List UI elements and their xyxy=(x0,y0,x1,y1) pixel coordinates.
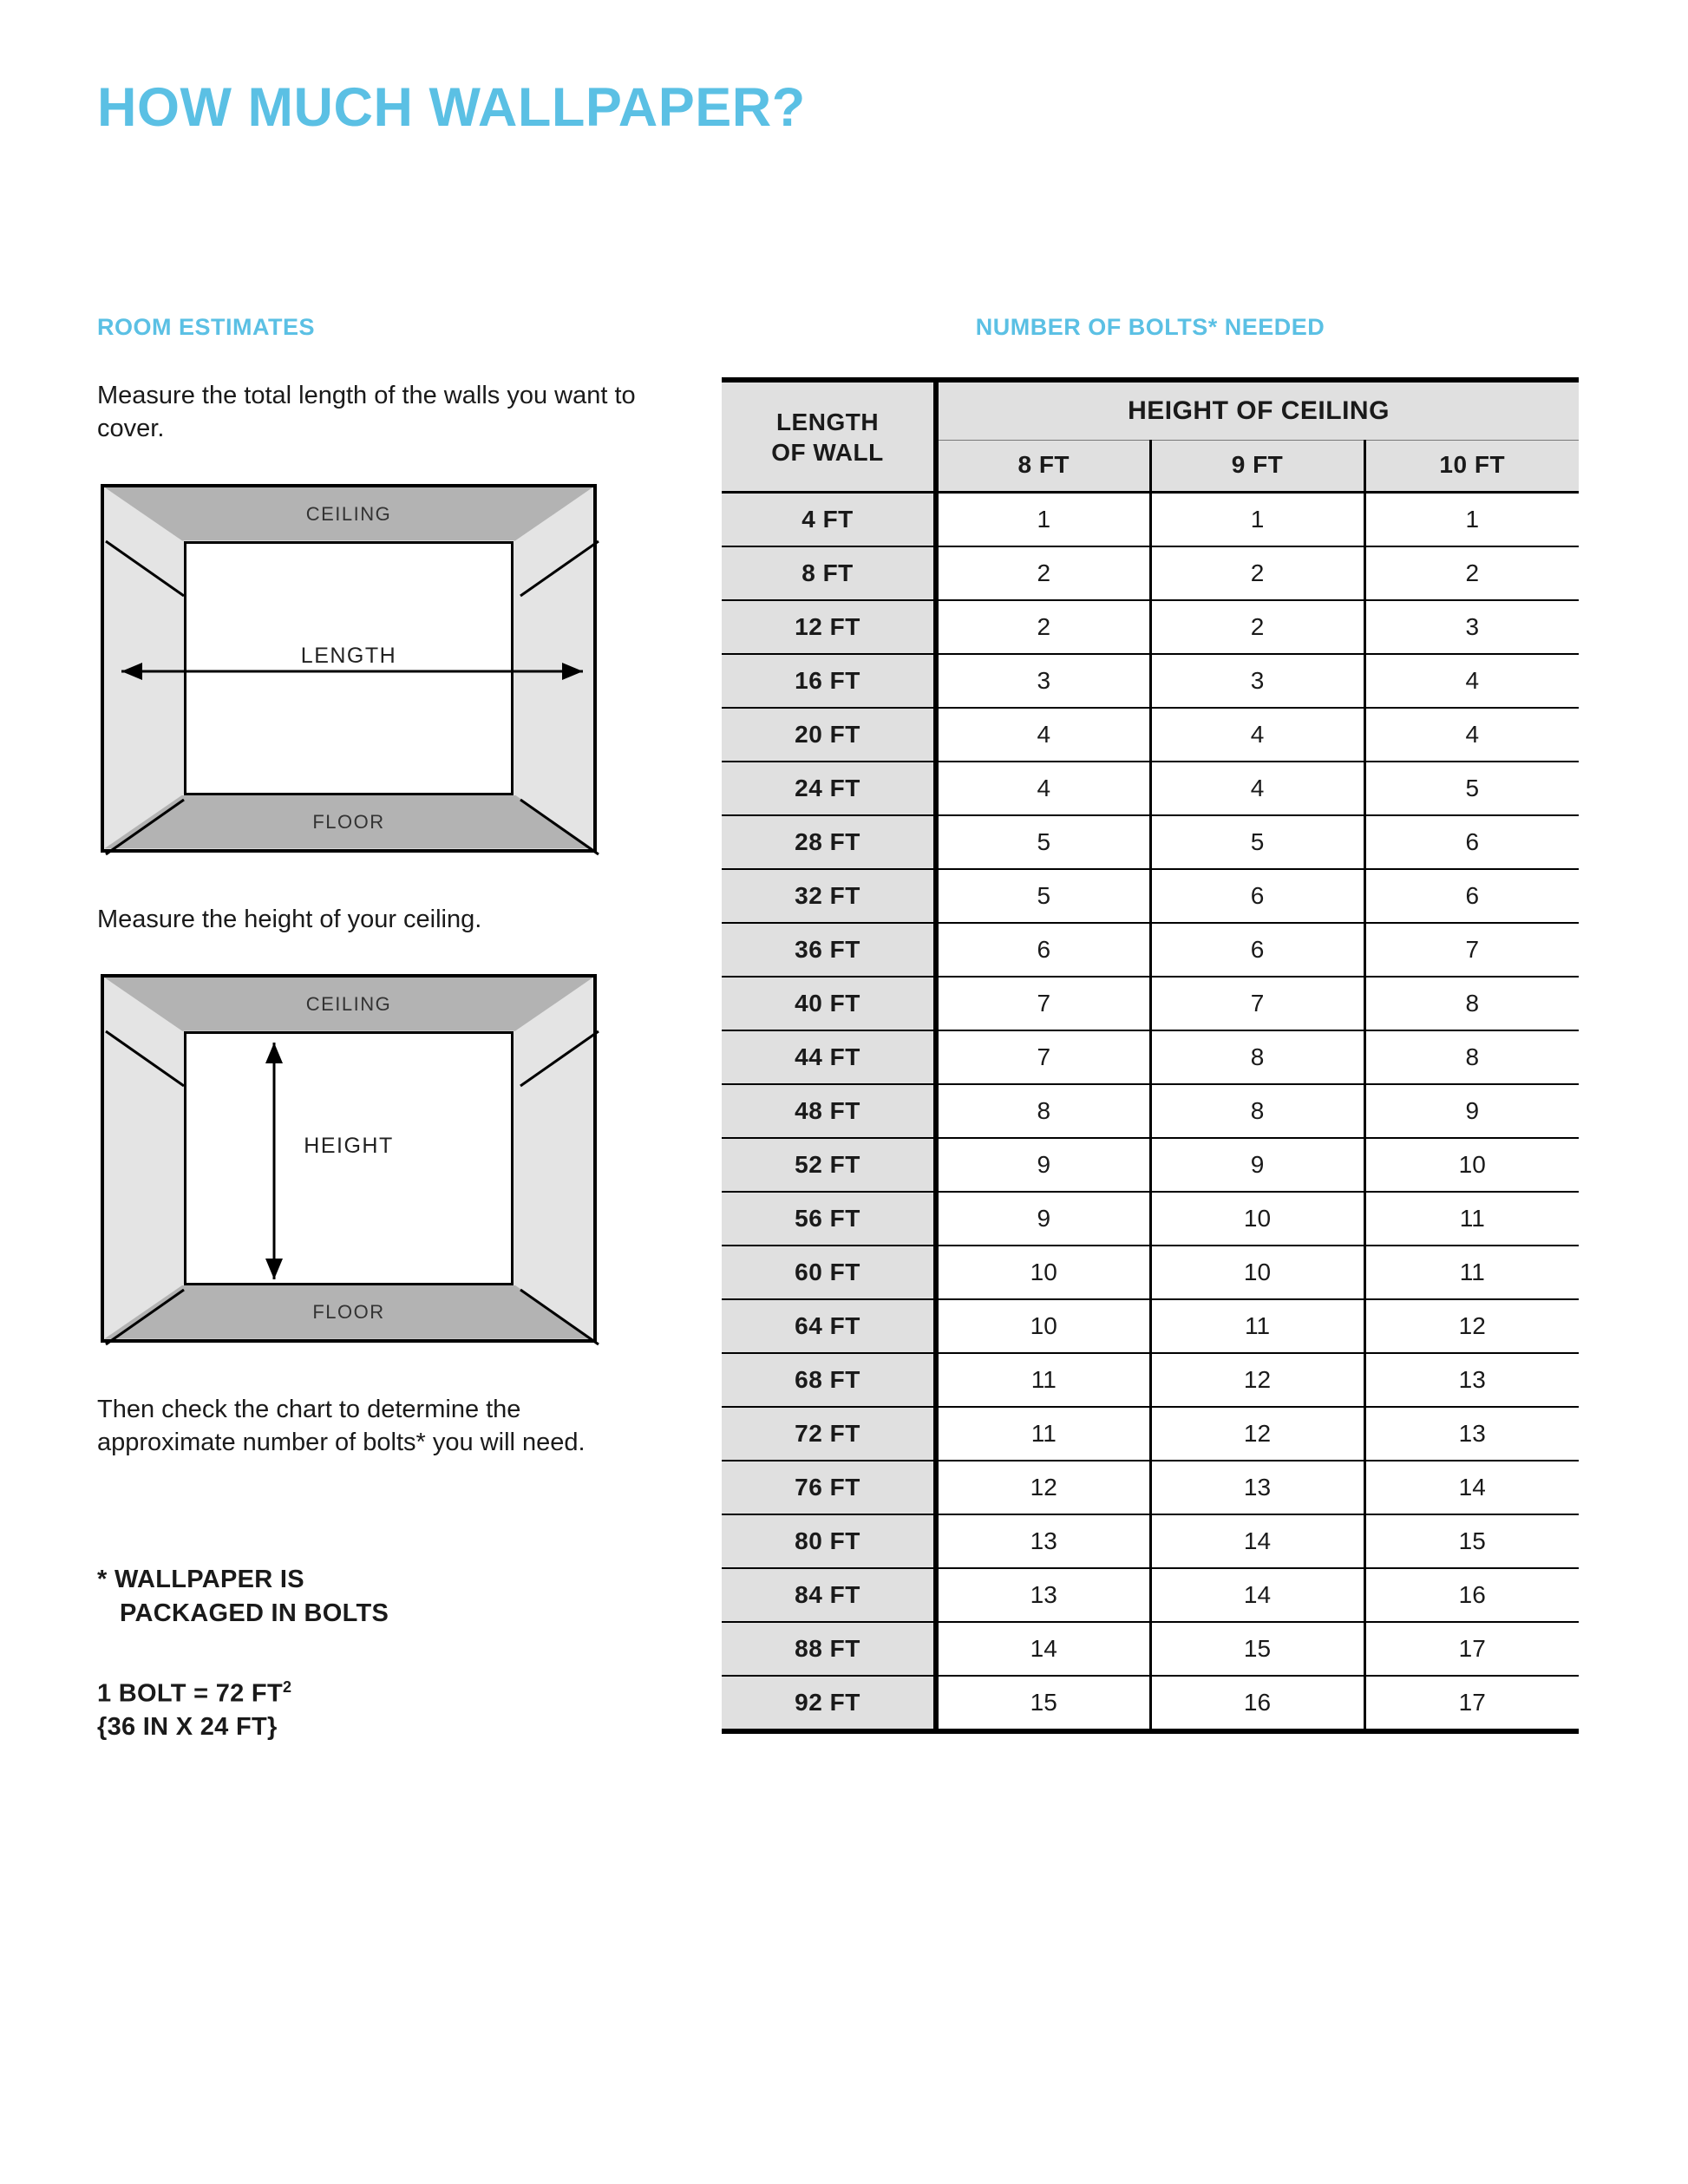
cell-8ft: 13 xyxy=(936,1568,1150,1622)
cell-10ft: 15 xyxy=(1364,1514,1579,1568)
diagram1-ceiling-label: CEILING xyxy=(305,502,392,525)
bolt-math-superscript: 2 xyxy=(282,1677,292,1696)
table-row xyxy=(722,600,1579,654)
cell-9ft: 13 xyxy=(1150,1461,1364,1514)
table-col-header-10ft: 10 FT xyxy=(1364,441,1579,493)
table-group-header: HEIGHT OF CEILING xyxy=(936,380,1579,441)
cell-10ft: 13 xyxy=(1364,1407,1579,1461)
table-row xyxy=(722,762,1579,815)
cell-8ft: 5 xyxy=(936,869,1150,923)
table-row xyxy=(722,654,1579,708)
cell-8ft: 9 xyxy=(936,1192,1150,1246)
table-row xyxy=(722,546,1579,600)
row-length-label: 68 FT xyxy=(722,1353,936,1407)
cell-8ft: 1 xyxy=(936,493,1150,547)
row-length-label: 76 FT xyxy=(722,1461,936,1514)
cell-9ft: 11 xyxy=(1150,1299,1364,1353)
row-length-label: 4 FT xyxy=(722,493,936,547)
table-header-row-group xyxy=(722,380,1579,441)
cell-8ft: 11 xyxy=(936,1353,1150,1407)
cell-10ft: 11 xyxy=(1364,1246,1579,1299)
room-diagram-height xyxy=(101,974,597,1343)
row-length-label: 92 FT xyxy=(722,1676,936,1731)
row-length-label: 56 FT xyxy=(722,1192,936,1246)
table-corner-header xyxy=(722,380,936,493)
cell-8ft: 2 xyxy=(936,546,1150,600)
cell-8ft: 3 xyxy=(936,654,1150,708)
cell-8ft: 7 xyxy=(936,977,1150,1030)
cell-8ft: 9 xyxy=(936,1138,1150,1192)
cell-9ft: 14 xyxy=(1150,1514,1364,1568)
cell-8ft: 4 xyxy=(936,708,1150,762)
cell-9ft: 5 xyxy=(1150,815,1364,869)
cell-8ft: 14 xyxy=(936,1622,1150,1676)
cell-10ft: 9 xyxy=(1364,1084,1579,1138)
cell-9ft: 2 xyxy=(1150,600,1364,654)
table-row xyxy=(722,1192,1579,1246)
length-dimension-arrow xyxy=(104,487,600,856)
cell-9ft: 3 xyxy=(1150,654,1364,708)
row-length-label: 32 FT xyxy=(722,869,936,923)
cell-9ft: 12 xyxy=(1150,1407,1364,1461)
instruction-step-1: Measure the total length of the walls you want to cover. xyxy=(97,382,636,443)
cell-8ft: 10 xyxy=(936,1246,1150,1299)
cell-8ft: 12 xyxy=(936,1461,1150,1514)
row-length-label: 40 FT xyxy=(722,977,936,1030)
row-header-line-2: OF WALL xyxy=(771,438,884,466)
cell-8ft: 11 xyxy=(936,1407,1150,1461)
cell-10ft: 12 xyxy=(1364,1299,1579,1353)
diagram1-floor-label: FLOOR xyxy=(312,810,385,833)
row-length-label: 8 FT xyxy=(722,546,936,600)
cell-10ft: 16 xyxy=(1364,1568,1579,1622)
cell-9ft: 16 xyxy=(1150,1676,1364,1731)
cell-10ft: 5 xyxy=(1364,762,1579,815)
cell-10ft: 4 xyxy=(1364,708,1579,762)
section-heading-room-estimates: ROOM ESTIMATES xyxy=(97,314,316,340)
bolts-table-section xyxy=(722,314,1579,1734)
cell-8ft: 6 xyxy=(936,923,1150,977)
instruction-step-3: Then check the chart to determine the approximate number of bolts* you will need. xyxy=(97,1395,586,1457)
row-length-label: 64 FT xyxy=(722,1299,936,1353)
table-col-header-9ft: 9 FT xyxy=(1150,441,1364,493)
table-body xyxy=(722,493,1579,1732)
cell-10ft: 2 xyxy=(1364,546,1579,600)
cell-10ft: 11 xyxy=(1364,1192,1579,1246)
cell-8ft: 15 xyxy=(936,1676,1150,1731)
diagram2-dimension-label: HEIGHT xyxy=(304,1133,394,1158)
cell-10ft: 7 xyxy=(1364,923,1579,977)
table-title: NUMBER OF BOLTS* NEEDED xyxy=(975,314,1325,340)
cell-10ft: 17 xyxy=(1364,1676,1579,1731)
row-length-label: 28 FT xyxy=(722,815,936,869)
table-row xyxy=(722,708,1579,762)
cell-8ft: 5 xyxy=(936,815,1150,869)
table-row xyxy=(722,1138,1579,1192)
cell-9ft: 6 xyxy=(1150,869,1364,923)
cell-8ft: 13 xyxy=(936,1514,1150,1568)
table-row xyxy=(722,493,1579,547)
footnote-block xyxy=(97,1563,652,1631)
cell-10ft: 13 xyxy=(1364,1353,1579,1407)
room-estimates-column xyxy=(97,314,652,1745)
cell-8ft: 4 xyxy=(936,762,1150,815)
bolt-math-block xyxy=(97,1677,652,1745)
table-row xyxy=(722,869,1579,923)
cell-9ft: 6 xyxy=(1150,923,1364,977)
table-row xyxy=(722,977,1579,1030)
cell-9ft: 8 xyxy=(1150,1030,1364,1084)
row-length-label: 20 FT xyxy=(722,708,936,762)
cell-10ft: 8 xyxy=(1364,977,1579,1030)
cell-9ft: 15 xyxy=(1150,1622,1364,1676)
table-row xyxy=(722,1084,1579,1138)
cell-9ft: 12 xyxy=(1150,1353,1364,1407)
diagram2-ceiling-label: CEILING xyxy=(305,992,392,1015)
cell-8ft: 7 xyxy=(936,1030,1150,1084)
table-row xyxy=(722,1568,1579,1622)
row-length-label: 24 FT xyxy=(722,762,936,815)
cell-10ft: 8 xyxy=(1364,1030,1579,1084)
footnote-line-1: * WALLPAPER IS xyxy=(97,1566,304,1594)
cell-8ft: 8 xyxy=(936,1084,1150,1138)
row-length-label: 72 FT xyxy=(722,1407,936,1461)
table-row xyxy=(722,1246,1579,1299)
cell-10ft: 4 xyxy=(1364,654,1579,708)
cell-10ft: 17 xyxy=(1364,1622,1579,1676)
cell-8ft: 10 xyxy=(936,1299,1150,1353)
row-length-label: 60 FT xyxy=(722,1246,936,1299)
table-row xyxy=(722,1353,1579,1407)
footnote-line-2: PACKAGED IN BOLTS xyxy=(120,1599,389,1628)
cell-10ft: 6 xyxy=(1364,869,1579,923)
cell-9ft: 4 xyxy=(1150,708,1364,762)
room-diagram-length xyxy=(101,484,597,853)
row-length-label: 52 FT xyxy=(722,1138,936,1192)
table-row xyxy=(722,1676,1579,1731)
row-length-label: 84 FT xyxy=(722,1568,936,1622)
row-length-label: 12 FT xyxy=(722,600,936,654)
row-length-label: 88 FT xyxy=(722,1622,936,1676)
bolt-math-line-1: 1 BOLT = 72 FT xyxy=(97,1679,283,1708)
table-row xyxy=(722,1407,1579,1461)
table-col-header-8ft: 8 FT xyxy=(936,441,1150,493)
row-length-label: 80 FT xyxy=(722,1514,936,1568)
instruction-step-2: Measure the height of your ceiling. xyxy=(97,905,482,933)
bolts-table xyxy=(722,377,1579,1734)
cell-9ft: 8 xyxy=(1150,1084,1364,1138)
diagram2-floor-label: FLOOR xyxy=(312,1300,385,1323)
row-length-label: 44 FT xyxy=(722,1030,936,1084)
diagram1-dimension-label: LENGTH xyxy=(300,643,397,668)
cell-9ft: 9 xyxy=(1150,1138,1364,1192)
bolt-math-line-2: {36 IN X 24 FT} xyxy=(97,1713,278,1742)
row-header-line-1: LENGTH xyxy=(775,408,880,435)
row-length-label: 36 FT xyxy=(722,923,936,977)
table-row xyxy=(722,923,1579,977)
cell-8ft: 2 xyxy=(936,600,1150,654)
cell-9ft: 1 xyxy=(1150,493,1364,547)
table-row xyxy=(722,1622,1579,1676)
cell-9ft: 10 xyxy=(1150,1246,1364,1299)
page-title: HOW MUCH WALLPAPER? xyxy=(97,77,806,138)
table-row xyxy=(722,1461,1579,1514)
cell-10ft: 6 xyxy=(1364,815,1579,869)
cell-9ft: 7 xyxy=(1150,977,1364,1030)
cell-10ft: 3 xyxy=(1364,600,1579,654)
cell-10ft: 14 xyxy=(1364,1461,1579,1514)
cell-9ft: 4 xyxy=(1150,762,1364,815)
height-dimension-arrow xyxy=(104,978,600,1346)
table-row xyxy=(722,815,1579,869)
cell-10ft: 1 xyxy=(1364,493,1579,547)
table-row xyxy=(722,1299,1579,1353)
table-row xyxy=(722,1030,1579,1084)
cell-9ft: 2 xyxy=(1150,546,1364,600)
table-row xyxy=(722,1514,1579,1568)
row-length-label: 16 FT xyxy=(722,654,936,708)
cell-9ft: 14 xyxy=(1150,1568,1364,1622)
cell-10ft: 10 xyxy=(1364,1138,1579,1192)
cell-9ft: 10 xyxy=(1150,1192,1364,1246)
row-length-label: 48 FT xyxy=(722,1084,936,1138)
